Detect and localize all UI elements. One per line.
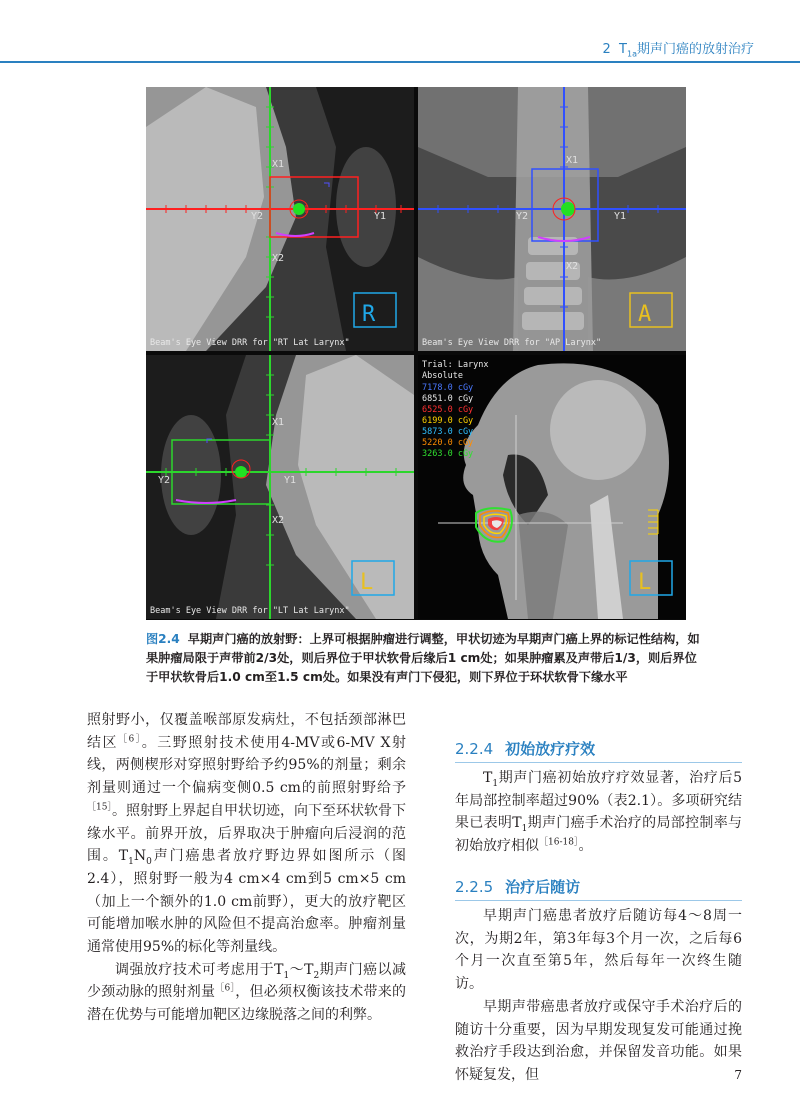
dose-legend-entry: 5220.0 cGy bbox=[422, 438, 474, 448]
ap-y1-label: Y1 bbox=[614, 211, 627, 222]
section-2-2-4-paragraph bbox=[455, 767, 742, 858]
page-number: 7 bbox=[734, 1068, 742, 1082]
lt-x2-label: X2 bbox=[272, 515, 285, 526]
panel-sagittal-dose bbox=[418, 355, 686, 619]
rt-orientation-letter: R bbox=[362, 302, 376, 327]
dose-orientation-letter: L bbox=[638, 570, 652, 595]
text-run: N bbox=[133, 848, 147, 865]
left-column bbox=[87, 709, 406, 1027]
figure-caption-text: 早期声门癌的放射野：上界可根据肿瘤进行调整，甲状切迹为早期声门癌上界的标记性结构，如果肿瘤局限于声带前2/3处，则后界位于甲状软骨后缘后1 cm处；如果肿瘤累及声带后1/3，则后界位于甲状软骨后1.0 cm至1.5 cm处。如果没有声门下侵犯，则下界位于环状软骨下缘水平 bbox=[146, 632, 700, 684]
subscript: 2 bbox=[313, 970, 320, 981]
running-header bbox=[602, 38, 754, 57]
left-paragraph-2 bbox=[87, 959, 406, 1027]
section-2-2-5-paragraph-2: 早期声带癌患者放疗或保守手术治疗后的随访十分重要，因为早期发现复发可能通过挽救治疗手段达到治愈，并保留发音功能。如果怀疑复发，但 bbox=[455, 998, 742, 1083]
dose-legend-entry: 6199.0 cGy bbox=[422, 416, 474, 426]
text-run: 期声门癌以减少颈动脉的照射剂量 bbox=[87, 961, 407, 1001]
dose-legend-entry: 6525.0 cGy bbox=[422, 405, 474, 415]
section-rule bbox=[455, 762, 742, 763]
text-run: 调强放疗技术可考虑用于T bbox=[115, 961, 284, 978]
dose-legend bbox=[422, 383, 473, 459]
text-run: 声门癌患者放疗野边界如图所示（图2.4），照射野一般为4 cm×4 cm到5 cm×5 cm（加上一个额外的1.0 cm前野），更大的放疗靶区可能增加喉水肿的风险但不提高治愈率。肿瘤剂量通常使用95%的标化等剂量线。 bbox=[87, 848, 406, 956]
header-title: 期声门癌的放射治疗 bbox=[636, 42, 754, 57]
subscript: 1 bbox=[492, 778, 499, 789]
rt-y2-label: Y2 bbox=[251, 211, 264, 222]
subscript: 0 bbox=[146, 857, 152, 868]
header-title-subscript: 1a bbox=[626, 49, 637, 59]
figure-caption-label: 图2.4 bbox=[146, 632, 180, 646]
sagittal-dose-image bbox=[418, 355, 686, 619]
rt-x1-label: X1 bbox=[272, 159, 285, 170]
section-rule bbox=[455, 900, 742, 901]
ap-x1-label: X1 bbox=[566, 155, 579, 166]
lt-view-title: Beam's Eye View DRR for "LT Lat Larynx" bbox=[150, 606, 350, 616]
ap-drr-image bbox=[418, 87, 686, 351]
dose-mode-label: Absolute bbox=[422, 371, 463, 381]
section-2-2-5-paragraph-1: 早期声门癌患者放疗后随访每4～8周一次，为期2年，第3年每3个月一次，之后每6个月一次直至第5年，然后每年一次终生随访。 bbox=[455, 908, 742, 993]
subscript: 1 bbox=[521, 824, 528, 835]
lt-y2-label: Y2 bbox=[158, 475, 171, 486]
panel-ap-drr bbox=[418, 87, 686, 351]
panel-lt-lat-drr bbox=[146, 355, 414, 619]
header-chapter-number: 2 bbox=[602, 42, 611, 57]
section-number: 2.2.5 bbox=[455, 878, 494, 896]
lt-orientation-letter: L bbox=[360, 570, 374, 595]
lt-x1-label: X1 bbox=[272, 417, 285, 428]
text-run: ，但必须权衡该技术带来的潜在优势与可能增加靶区边缘脱落之间的利弊。 bbox=[87, 984, 407, 1024]
citation: ［6］ bbox=[215, 983, 236, 994]
citation: ［16-18］ bbox=[539, 837, 579, 848]
lt-lat-drr-image bbox=[146, 355, 414, 619]
text-run: 。照射野上界起自甲状切迹，向下至环状软骨下缘水平。前界开放，后界取决于肿瘤向后浸润的范围。T bbox=[87, 802, 407, 865]
dose-legend-entry: 7178.0 cGy bbox=[422, 383, 474, 393]
section-title: 治疗后随访 bbox=[505, 878, 581, 896]
ap-y2-label: Y2 bbox=[516, 211, 529, 222]
header-rule bbox=[0, 61, 800, 63]
ap-x2-label: X2 bbox=[566, 261, 579, 272]
citation: ［15］ bbox=[87, 802, 112, 813]
dose-legend-entry: 3263.0 cGy bbox=[422, 449, 474, 459]
lt-y1-label: Y1 bbox=[284, 475, 297, 486]
subscript: 1 bbox=[128, 857, 134, 868]
section-number: 2.2.4 bbox=[455, 740, 494, 758]
text-run: 。 bbox=[578, 838, 593, 855]
section-heading-2-2-4 bbox=[455, 738, 595, 759]
text-run: 。三野照射技术使用4-MV或6-MV X射线，两侧楔形对穿照射野给予约95%的剂量；剩余剂量则通过一个偏病变侧0.5 cm的前照射野给予 bbox=[87, 734, 407, 797]
left-paragraph-1 bbox=[87, 709, 406, 959]
panel-rt-lat-drr bbox=[146, 87, 414, 351]
section-title: 初始放疗疗效 bbox=[505, 740, 596, 758]
ap-view-title: Beam's Eye View DRR for "AP Larynx" bbox=[422, 338, 602, 348]
section-2-2-5-body bbox=[455, 905, 742, 1087]
ap-orientation-letter: A bbox=[638, 302, 652, 327]
subscript: 1 bbox=[283, 970, 290, 981]
text-run: 照射野小，仅覆盖喉部原发病灶，不包括颈部淋巴结区 bbox=[87, 712, 406, 751]
dose-legend-entry: 5873.0 cGy bbox=[422, 427, 474, 437]
dose-trial-label: Trial: Larynx bbox=[422, 360, 489, 370]
section-heading-2-2-5 bbox=[455, 876, 580, 897]
figure-caption bbox=[146, 630, 702, 687]
dose-legend-entry: 6851.0 cGy bbox=[422, 394, 474, 404]
rt-lat-drr-image bbox=[146, 87, 414, 351]
text-run: T bbox=[483, 770, 493, 786]
text-run: 期声门癌手术治疗的局部控制率与初始放疗相似 bbox=[455, 815, 743, 855]
citation: ［6］ bbox=[118, 734, 142, 745]
figure-2-4 bbox=[146, 87, 686, 620]
header-title-t: T bbox=[619, 42, 627, 57]
rt-view-title: Beam's Eye View DRR for "RT Lat Larynx" bbox=[150, 338, 350, 348]
text-run: 期声门癌初始放疗疗效显著，治疗后5年局部控制率超过90%（表2.1）。多项研究结果已表明T bbox=[455, 770, 742, 832]
text-run: ～T bbox=[289, 961, 314, 978]
rt-x2-label: X2 bbox=[272, 253, 285, 264]
rt-y1-label: Y1 bbox=[374, 211, 387, 222]
section-2-2-4-body bbox=[455, 767, 742, 858]
